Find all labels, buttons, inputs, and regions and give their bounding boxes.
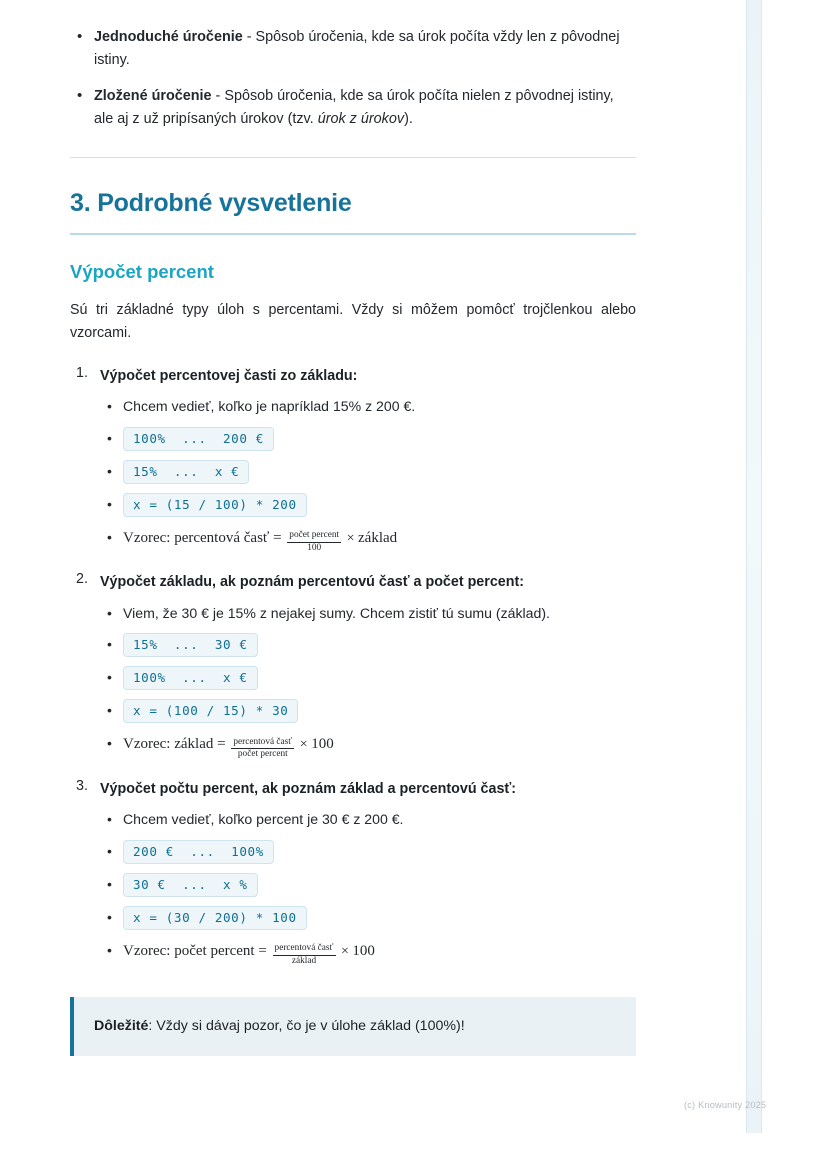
formula-suffix: 100 (352, 943, 375, 960)
list-item (70, 778, 636, 967)
code-chip: 100% ... x € (123, 666, 258, 690)
term-label: Jednoduché úročenie (94, 29, 243, 45)
list-item (70, 85, 636, 132)
list-item (100, 732, 636, 760)
code-chip: 200 € ... 100% (123, 840, 274, 864)
term-description-end: ). (404, 110, 413, 127)
watermark: (c) Knowunity 2025 (684, 1100, 767, 1110)
step-title: Výpočet percentovej časti zo základu: (100, 367, 358, 384)
step-details-list (100, 602, 636, 760)
list-item (100, 873, 636, 897)
list-item (100, 460, 636, 484)
list-item (70, 26, 636, 73)
multiplication-sign: × (337, 944, 353, 960)
intro-paragraph: Sú tri základné typy úloh s percentami. Vždy si môžem pomôcť trojčlenkou alebo vzorcami. (70, 301, 636, 341)
list-item (100, 602, 636, 625)
term-description: - Spôsob úročenia, kde sa úrok počíta vždy len z pôvodnej istiny. (94, 29, 620, 69)
list-item (100, 633, 636, 657)
list-item (100, 939, 636, 967)
step-details-list (100, 808, 636, 966)
list-item (100, 395, 636, 418)
code-chip: 100% ... 200 € (123, 427, 274, 451)
formula-prefix: Vzorec: základ = (123, 736, 230, 753)
fraction-denominator: základ (291, 955, 317, 966)
formula (123, 529, 398, 553)
steps-list (70, 365, 636, 967)
code-chip: 30 € ... x % (123, 873, 258, 897)
detail-text: Viem, že 30 € je 15% z nejakej sumy. Chcem zistiť tú sumu (základ). (123, 604, 550, 621)
list-item (100, 493, 636, 517)
fraction-numerator: percentová časť (273, 944, 336, 956)
step-title: Výpočet počtu percent, ak poznám základ a percentovú časť: (100, 781, 517, 798)
callout-text: : Vždy si dávaj pozor, čo je v úlohe základ (100%)! (148, 1017, 465, 1034)
detail-text: Chcem vedieť, koľko percent je 30 € z 200 €. (123, 811, 404, 828)
list-item (100, 808, 636, 831)
divider (70, 157, 636, 158)
fraction-numerator: percentová časť (231, 738, 294, 750)
list-item (100, 840, 636, 864)
code-chip: x = (30 / 200) * 100 (123, 906, 307, 930)
fraction-denominator: 100 (307, 542, 322, 553)
fraction (273, 944, 336, 967)
subsection-title: Výpočet percent (70, 260, 214, 282)
formula (123, 943, 375, 966)
list-item (100, 699, 636, 723)
formula-prefix: Vzorec: počet percent = (123, 943, 271, 960)
multiplication-sign: × (343, 530, 359, 546)
fraction (231, 738, 294, 761)
section-title-underline (70, 233, 636, 235)
code-chip: 15% ... x € (123, 460, 249, 484)
page-title: 3. Podrobné vysvetlenie (70, 189, 352, 218)
code-chip: 15% ... 30 € (123, 633, 258, 657)
page-side-band (746, 0, 762, 1133)
code-chip: x = (100 / 15) * 30 (123, 699, 298, 723)
step-details-list (100, 395, 636, 553)
fraction-numerator: počet percent (287, 531, 341, 543)
definitions-list (70, 26, 636, 131)
list-item (100, 906, 636, 930)
important-callout (70, 997, 636, 1057)
step-title: Výpočet základu, ak poznám percentovú časť a počet percent: (100, 574, 524, 591)
fraction-denominator: počet percent (237, 749, 288, 760)
list-item (70, 571, 636, 760)
formula-prefix: Vzorec: percentová časť = (123, 529, 286, 546)
document-content (70, 26, 636, 1056)
list-item (100, 526, 636, 554)
list-item (100, 666, 636, 690)
callout-label: Dôležité (94, 1017, 149, 1034)
formula (123, 736, 334, 760)
detail-text: Chcem vedieť, koľko je napríklad 15% z 200 €. (123, 398, 416, 415)
list-item (100, 427, 636, 451)
term-description-italic: úrok z úrokov (317, 110, 405, 127)
term-label: Zložené úročenie (94, 87, 212, 104)
code-chip: x = (15 / 100) * 200 (123, 493, 307, 517)
formula-suffix: 100 (311, 736, 334, 753)
multiplication-sign: × (296, 737, 312, 753)
formula-suffix: základ (358, 529, 398, 546)
fraction (287, 531, 341, 554)
term-description: - Spôsob úročenia, kde sa úrok počíta nielen z pôvodnej istiny, ale aj z už pripísaných úrokov (tzv. (94, 87, 614, 127)
list-item (70, 365, 636, 554)
